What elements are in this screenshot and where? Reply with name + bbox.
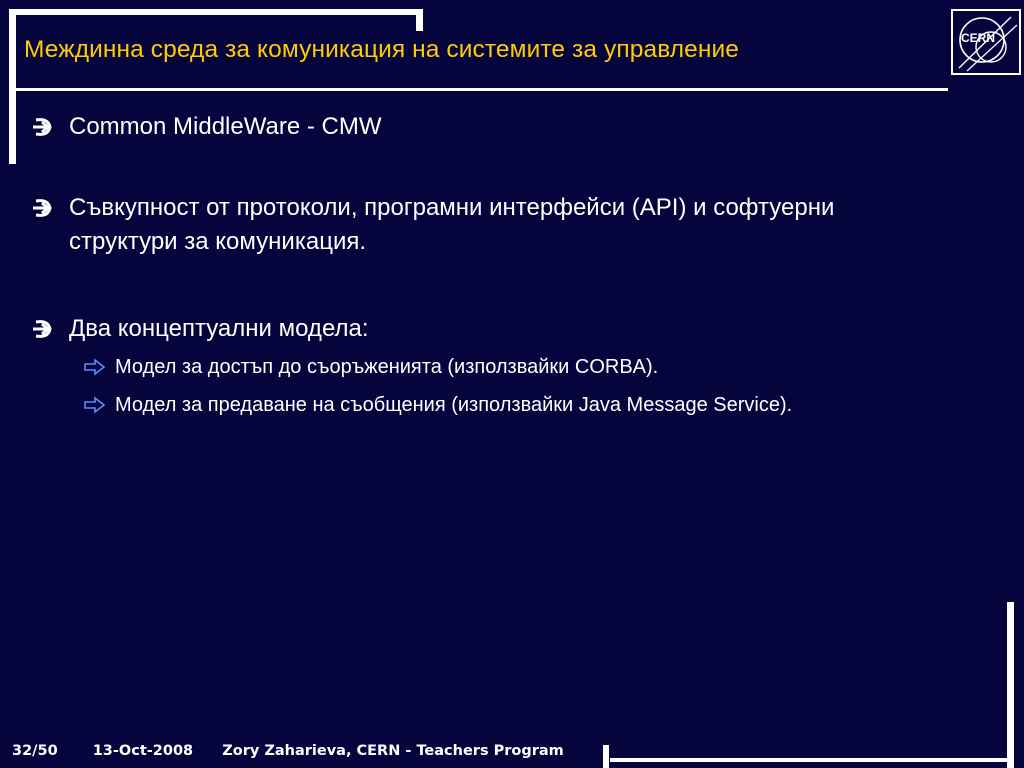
slide-footer	[12, 743, 564, 759]
bullet-text: Съвкупност от протоколи, програмни интерфейси (API) и софтуерни структури за комуникация.	[69, 194, 835, 255]
hollow-arrow-icon	[83, 358, 107, 376]
cern-logo	[951, 9, 1021, 75]
curved-arrow-icon	[32, 197, 56, 219]
frame-right-line	[1007, 602, 1014, 768]
footer-date: 13-Oct-2008	[92, 743, 194, 759]
sub-bullet-text: Модел за достъп до съоръженията (използвайки CORBA).	[115, 356, 659, 378]
curved-arrow-icon	[32, 116, 56, 138]
page-number: 32/50	[12, 743, 58, 759]
frame-top-corner-line	[416, 9, 423, 31]
title-underline	[16, 88, 948, 91]
bullet-text: Два концептуални модела:	[69, 315, 369, 342]
frame-bottom-corner-line	[603, 745, 609, 768]
footer-author: Zory Zaharieva, CERN - Teachers Program	[222, 743, 564, 759]
hollow-arrow-icon	[83, 396, 107, 414]
frame-left-line	[9, 9, 16, 164]
slide-title: Междинна среда за комуникация на системите за управление	[24, 36, 740, 63]
frame-top-line	[9, 9, 423, 15]
svg-text:CERN: CERN	[961, 31, 996, 45]
sub-bullet-text: Модел за предаване на съобщения (използвайки Java Message Service).	[115, 394, 793, 416]
cern-logo-icon	[953, 11, 1019, 73]
frame-bottom-line	[610, 758, 1014, 762]
bullet-text: Common MiddleWare - CMW	[69, 113, 382, 140]
curved-arrow-icon	[32, 318, 56, 340]
